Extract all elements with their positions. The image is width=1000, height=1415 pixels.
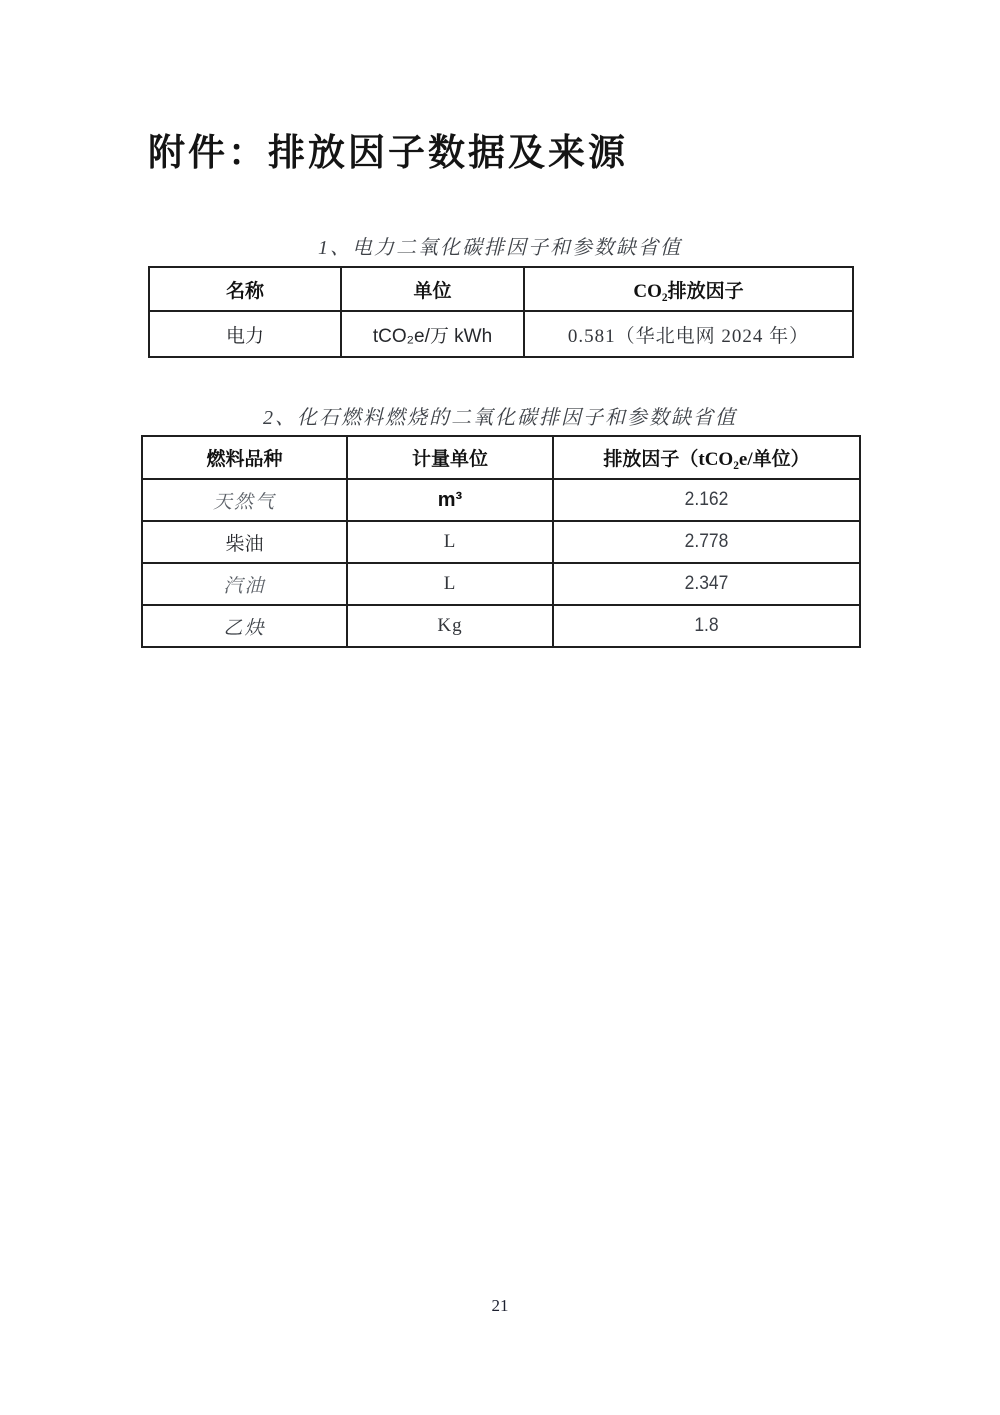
table2-cell-unit: L [347, 521, 553, 563]
table-header-row [149, 267, 853, 311]
table1-cell-unit: tCO₂e/万 kWh [341, 311, 524, 357]
table1-header-unit: 单位 [341, 267, 524, 311]
table-row [142, 563, 860, 605]
page-number: 21 [491, 1296, 509, 1315]
table2-cell-factor: 2.778 [565, 521, 847, 563]
table1-header-factor: CO₂排放因子 [524, 267, 853, 311]
electricity-factor-table [148, 266, 854, 358]
table-row [142, 605, 860, 647]
table2-header-factor: 排放因子（tCO₂e/单位） [553, 436, 860, 479]
table1-caption: 1、电力二氧化碳排因子和参数缺省值 [318, 237, 682, 259]
table-row [142, 521, 860, 563]
table1-cell-name: 电力 [149, 311, 341, 357]
table2-cell-unit: Kg [347, 605, 553, 647]
table1-header-name: 名称 [149, 267, 341, 311]
table2-cell-fuel: 天然气 [142, 479, 347, 521]
table2-cell-factor: 2.347 [565, 563, 847, 605]
page-title: 附件：排放因子数据及来源 [148, 133, 628, 174]
table2-cell-fuel: 汽油 [142, 563, 347, 605]
table2-cell-fuel: 柴油 [142, 521, 347, 563]
table2-header-fuel: 燃料品种 [142, 436, 347, 479]
table2-cell-factor: 2.162 [565, 479, 847, 521]
table1-cell-factor: 0.581（华北电网 2024 年） [524, 311, 853, 357]
table2-caption: 2、化石燃料燃烧的二氧化碳排因子和参数缺省值 [263, 407, 737, 429]
table-header-row [142, 436, 860, 479]
table2-cell-unit: m³ [347, 479, 553, 521]
table-row [149, 311, 853, 357]
table2-cell-unit: L [347, 563, 553, 605]
table-row [142, 479, 860, 521]
table2-cell-factor: 1.8 [565, 605, 847, 647]
table2-header-unit: 计量单位 [347, 436, 553, 479]
table2-cell-fuel: 乙炔 [142, 605, 347, 647]
fossil-fuel-factor-table [141, 435, 861, 648]
